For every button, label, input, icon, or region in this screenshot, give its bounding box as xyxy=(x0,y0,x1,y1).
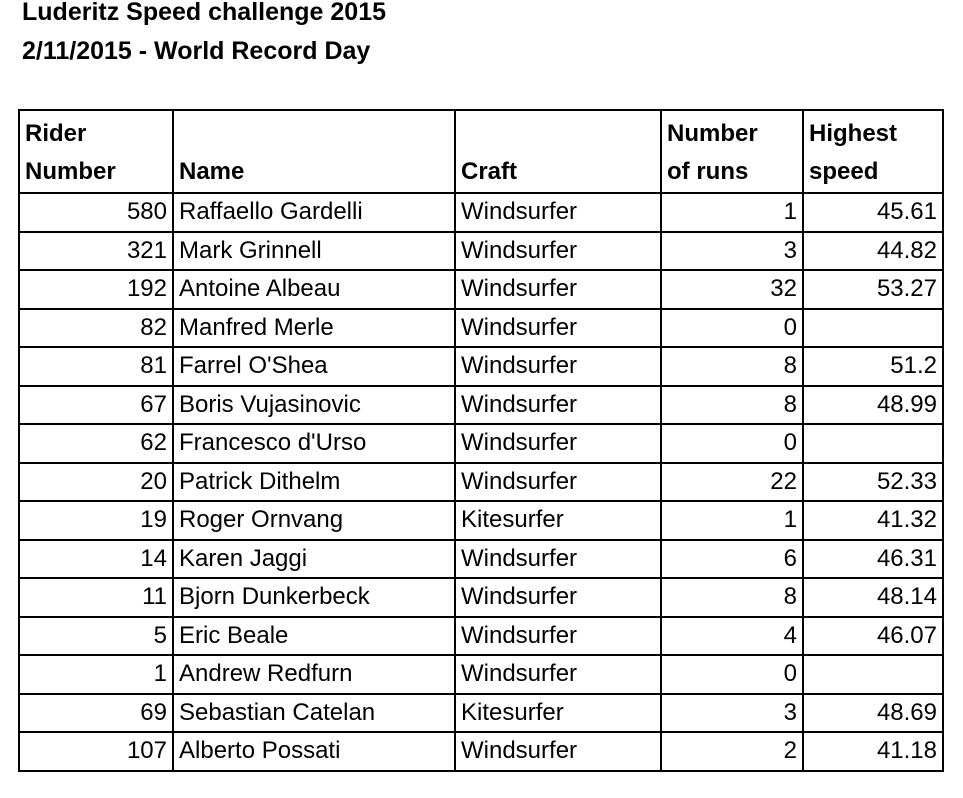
cell-craft: Windsurfer xyxy=(455,540,661,579)
cell-rider-number: 11 xyxy=(19,578,173,617)
cell-number-of-runs: 0 xyxy=(661,309,803,348)
header-line: Rider xyxy=(25,120,87,147)
cell-rider-number: 81 xyxy=(19,347,173,386)
cell-craft: Windsurfer xyxy=(455,193,661,232)
header-number-of-runs xyxy=(661,110,803,193)
cell-number-of-runs: 8 xyxy=(661,578,803,617)
cell-craft: Kitesurfer xyxy=(455,694,661,733)
cell-highest-speed: 46.31 xyxy=(803,540,943,579)
cell-number-of-runs: 1 xyxy=(661,501,803,540)
cell-name: Raffaello Gardelli xyxy=(173,193,455,232)
cell-number-of-runs: 6 xyxy=(661,540,803,579)
cell-rider-number: 19 xyxy=(19,501,173,540)
cell-name: Francesco d'Urso xyxy=(173,424,455,463)
cell-name: Eric Beale xyxy=(173,617,455,656)
cell-number-of-runs: 3 xyxy=(661,694,803,733)
cell-number-of-runs: 4 xyxy=(661,617,803,656)
cell-craft: Windsurfer xyxy=(455,386,661,425)
table-row xyxy=(19,732,943,771)
cell-number-of-runs: 3 xyxy=(661,232,803,271)
document-subtitle: 2/11/2015 - World Record Day xyxy=(22,37,371,65)
results-table xyxy=(18,109,944,772)
cell-rider-number: 14 xyxy=(19,540,173,579)
cell-highest-speed: 46.07 xyxy=(803,617,943,656)
cell-highest-speed: 41.18 xyxy=(803,732,943,771)
cell-rider-number: 192 xyxy=(19,270,173,309)
cell-name: Manfred Merle xyxy=(173,309,455,348)
table-row xyxy=(19,347,943,386)
cell-craft: Windsurfer xyxy=(455,732,661,771)
header-line: speed xyxy=(809,158,879,185)
cell-name: Farrel O'Shea xyxy=(173,347,455,386)
cell-number-of-runs: 0 xyxy=(661,655,803,694)
header-line: Craft xyxy=(461,158,518,185)
cell-craft: Windsurfer xyxy=(455,463,661,502)
header-line: Number xyxy=(25,158,116,185)
cell-craft: Windsurfer xyxy=(455,617,661,656)
cell-name: Roger Ornvang xyxy=(173,501,455,540)
cell-rider-number: 62 xyxy=(19,424,173,463)
cell-craft: Windsurfer xyxy=(455,655,661,694)
cell-highest-speed: 48.69 xyxy=(803,694,943,733)
cell-craft: Windsurfer xyxy=(455,270,661,309)
cell-number-of-runs: 1 xyxy=(661,193,803,232)
cell-highest-speed xyxy=(803,309,943,348)
header-highest-speed xyxy=(803,110,943,193)
table-row xyxy=(19,501,943,540)
cell-name: Sebastian Catelan xyxy=(173,694,455,733)
table-header-row xyxy=(19,110,943,193)
cell-highest-speed: 48.14 xyxy=(803,578,943,617)
header-craft xyxy=(455,110,661,193)
cell-name: Alberto Possati xyxy=(173,732,455,771)
cell-craft: Windsurfer xyxy=(455,232,661,271)
cell-highest-speed: 45.61 xyxy=(803,193,943,232)
table-row xyxy=(19,309,943,348)
cell-name: Andrew Redfurn xyxy=(173,655,455,694)
cell-rider-number: 82 xyxy=(19,309,173,348)
table-body xyxy=(19,193,943,771)
cell-number-of-runs: 22 xyxy=(661,463,803,502)
table-row xyxy=(19,540,943,579)
cell-highest-speed: 41.32 xyxy=(803,501,943,540)
header-line: Highest xyxy=(809,120,898,147)
cell-name: Bjorn Dunkerbeck xyxy=(173,578,455,617)
cell-rider-number: 5 xyxy=(19,617,173,656)
table-row xyxy=(19,694,943,733)
cell-name: Karen Jaggi xyxy=(173,540,455,579)
header-rider-number xyxy=(19,110,173,193)
cell-name: Patrick Dithelm xyxy=(173,463,455,502)
cell-highest-speed: 52.33 xyxy=(803,463,943,502)
cell-rider-number: 1 xyxy=(19,655,173,694)
cell-rider-number: 69 xyxy=(19,694,173,733)
document-title: Luderitz Speed challenge 2015 xyxy=(22,0,387,26)
header-line: Number xyxy=(667,120,758,147)
cell-craft: Windsurfer xyxy=(455,309,661,348)
cell-highest-speed: 51.2 xyxy=(803,347,943,386)
cell-craft: Windsurfer xyxy=(455,424,661,463)
table-row xyxy=(19,655,943,694)
table-row xyxy=(19,232,943,271)
table-row xyxy=(19,578,943,617)
cell-rider-number: 20 xyxy=(19,463,173,502)
cell-number-of-runs: 8 xyxy=(661,386,803,425)
cell-number-of-runs: 32 xyxy=(661,270,803,309)
header-name xyxy=(173,110,455,193)
table-row xyxy=(19,617,943,656)
cell-number-of-runs: 0 xyxy=(661,424,803,463)
cell-number-of-runs: 2 xyxy=(661,732,803,771)
cell-craft: Windsurfer xyxy=(455,578,661,617)
header-line: of runs xyxy=(667,158,749,185)
cell-rider-number: 67 xyxy=(19,386,173,425)
table-row xyxy=(19,386,943,425)
cell-highest-speed: 48.99 xyxy=(803,386,943,425)
table-row xyxy=(19,193,943,232)
table-row xyxy=(19,463,943,502)
cell-highest-speed: 44.82 xyxy=(803,232,943,271)
cell-number-of-runs: 8 xyxy=(661,347,803,386)
cell-rider-number: 321 xyxy=(19,232,173,271)
cell-craft: Windsurfer xyxy=(455,347,661,386)
cell-highest-speed: 53.27 xyxy=(803,270,943,309)
header-line: Name xyxy=(179,158,245,185)
cell-rider-number: 107 xyxy=(19,732,173,771)
cell-rider-number: 580 xyxy=(19,193,173,232)
table-row xyxy=(19,424,943,463)
cell-highest-speed xyxy=(803,424,943,463)
cell-highest-speed xyxy=(803,655,943,694)
table-row xyxy=(19,270,943,309)
cell-name: Antoine Albeau xyxy=(173,270,455,309)
cell-craft: Kitesurfer xyxy=(455,501,661,540)
cell-name: Mark Grinnell xyxy=(173,232,455,271)
cell-name: Boris Vujasinovic xyxy=(173,386,455,425)
